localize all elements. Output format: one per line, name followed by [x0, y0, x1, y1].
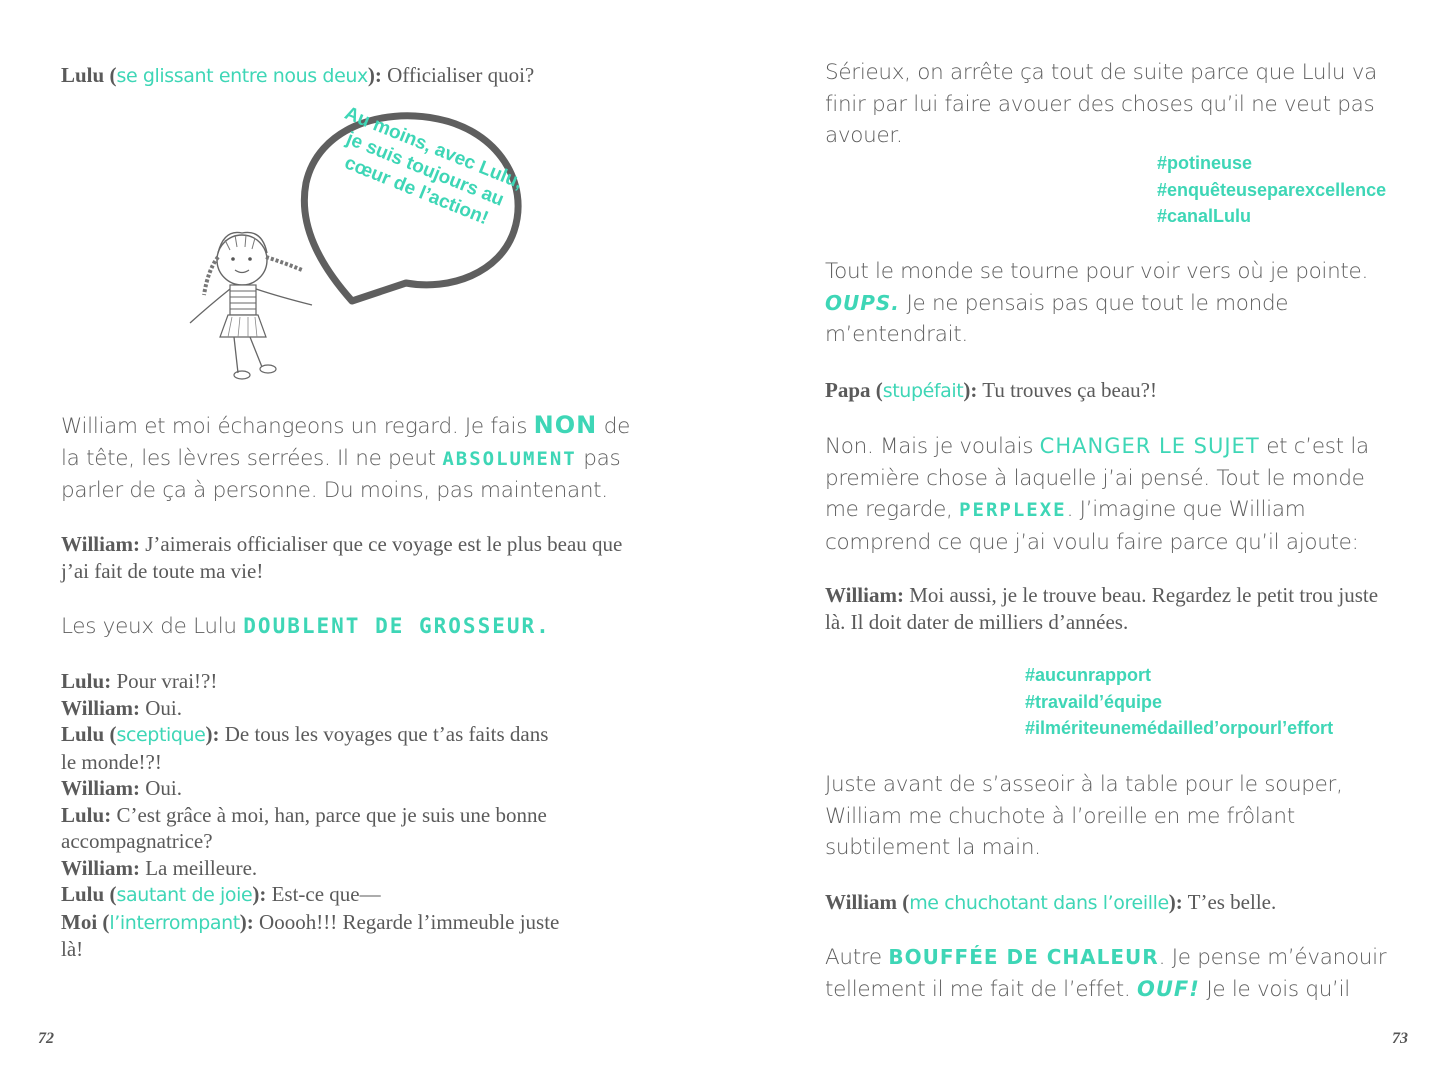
dialogue-line: Lulu: Pour vrai!?!	[61, 669, 218, 693]
dialogue-line: Lulu (sceptique): De tous les voyages que t’as faits dans le monde!?!	[61, 722, 549, 774]
narrative-paragraph: William et moi échangeons un regard. Je fais NON de la tête, les lèvres serrées. Il ne peut ABSOLUMENT pas parler de ça à personne. Du moins, pas maintenant.	[61, 411, 631, 503]
narrative-paragraph: Tout le monde se tourne pour voir vers où je pointe. OUPS. Je ne pensais pas que tout le monde m’entendrait.	[825, 259, 1369, 347]
dialogue-line: William (me chuchotant dans l’oreille): T’es belle.	[825, 890, 1277, 914]
hashtag-group	[1025, 662, 1425, 742]
dialogue-line: Lulu (sautant de joie): Est-ce que—	[61, 882, 381, 906]
hashtag: #ilméritеunemédailled’orpourl’effort	[1025, 718, 1334, 738]
dialogue-line: William: Oui.	[61, 776, 182, 800]
hashtag: #enquêteuseparexcellence	[1157, 179, 1387, 200]
right-page	[722, 0, 1445, 1083]
speech-bubble-text: Au moins, avec Lulu, je suis toujours au cœur de l’action!	[341, 102, 526, 230]
hashtag: #potineuse	[1157, 153, 1253, 173]
narrative-paragraph: Autre BOUFFÉE DE CHALEUR. Je pense m’évanouir tellement il me fait de l’effet. OUF! Je le vois qu’il	[825, 945, 1387, 1002]
dialogue-line: William: J’aimerais officialiser que ce voyage est le plus beau que j’ai fait de toute ma vie!	[61, 532, 623, 583]
narrative-paragraph: Les yeux de Lulu DOUBLENT DE GROSSEUR.	[61, 614, 551, 639]
dialogue-line: Moi (l’interrompant): Ooooh!!! Regarde l’immeuble juste là!	[61, 909, 560, 961]
dialogue-line: William: Moi aussi, je le trouve beau. Regardez le petit trou juste là. Il doit dater de milliers d’années.	[825, 583, 1379, 634]
page-number: 72	[38, 1030, 54, 1047]
left-page	[0, 0, 722, 1083]
hashtag-group	[1157, 150, 1437, 230]
dialogue-block	[61, 668, 561, 963]
dialogue-line: William: Oui.	[61, 695, 182, 720]
hashtag: #aucunrapport	[1025, 665, 1152, 685]
dialogue-line: Lulu: C’est grâce à moi, han, parce que je suis une bonne accompagnatrice?	[61, 802, 547, 853]
dialogue-line: Lulu (se glissant entre nous deux): Officialiser quoi?	[61, 63, 535, 87]
narrative-paragraph: Juste avant de s’asseoir à la table pour le souper, William me chuchote à l’oreille en me frôlant subtilement la main.	[825, 772, 1343, 860]
hashtag: #travaild’équipe	[1025, 691, 1163, 712]
narrative-paragraph: Sérieux, on arrête ça tout de suite parce que Lulu va finir par lui faire avouer des choses qu’il ne veut pas avouer.	[825, 60, 1378, 148]
narrative-paragraph: Non. Mais je voulais CHANGER LE SUJET et c’est la première chose à laquelle j’ai pensé. Tout le monde me regarde, PERPLEXE. J’imagine que William comprend ce que j’ai voulu faire parce qu’il ajoute:	[825, 434, 1369, 555]
dialogue-line: Papa (stupéfait): Tu trouves ça beau?!	[825, 378, 1157, 402]
page-number: 73	[1392, 1030, 1408, 1047]
hashtag: #canalLulu	[1157, 206, 1252, 226]
dialogue-line: William: La meilleure.	[61, 855, 258, 880]
